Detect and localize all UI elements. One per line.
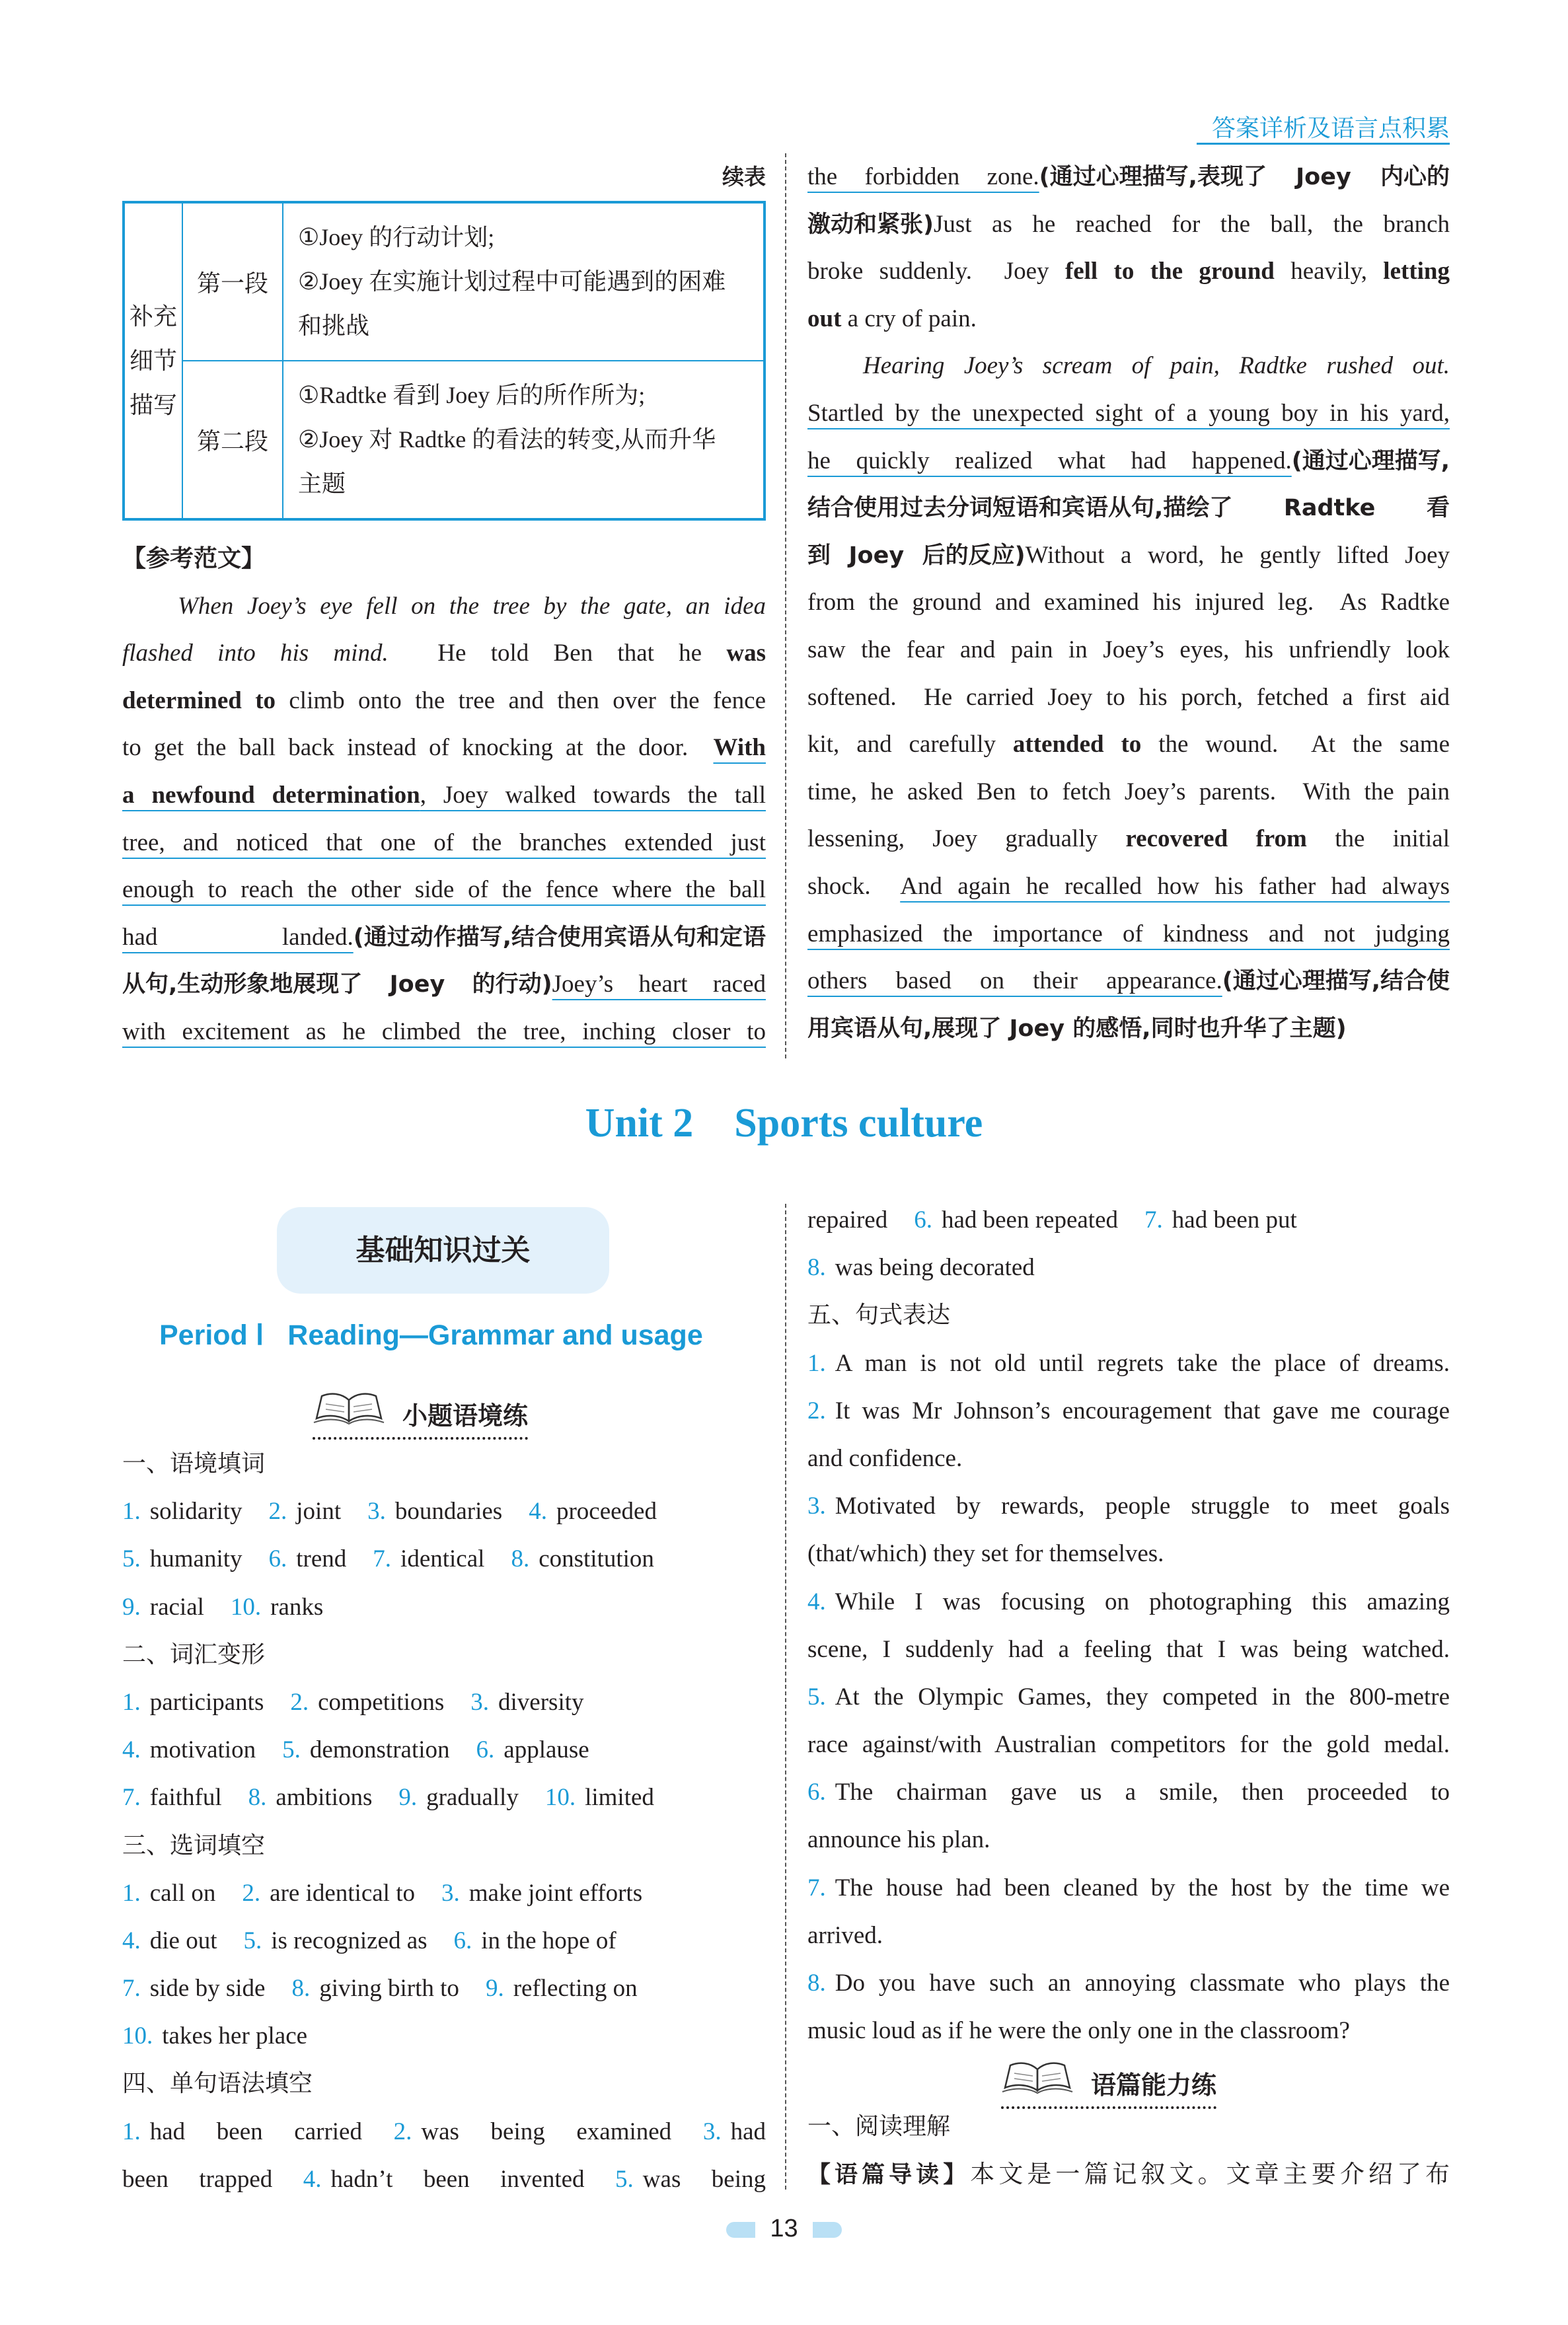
answer-text: The chairman gave us a smile, then proceeded to: [835, 1779, 1450, 1806]
section-heading: [807, 2103, 1450, 2151]
answer-text: constitution: [539, 1545, 654, 1573]
section-heading: [122, 1631, 766, 1679]
item-number: 1.: [122, 1879, 141, 1907]
answers-right: [807, 1197, 1454, 2198]
answer-text: While I was focusing on photographing this amazing: [835, 1588, 1450, 1615]
header-underline: [1197, 143, 1450, 145]
item-number: 7.: [373, 1545, 392, 1573]
item-number: 10.: [122, 2022, 153, 2050]
text-line: [122, 1679, 766, 1726]
answer-text: was being: [642, 2165, 766, 2193]
annotation-text: 【语篇导读】: [807, 2161, 971, 2188]
annotation-text: 到 Joey 后的反应): [807, 542, 1026, 569]
item-number: 6.: [453, 1927, 472, 1954]
text-segment: others based on their appearance.: [807, 967, 1222, 995]
item-number: 1.: [122, 1688, 141, 1716]
item-number: 3.: [702, 2118, 722, 2145]
text-line: [807, 721, 1450, 768]
item-number: 1.: [807, 1349, 826, 1377]
answer-text: boundaries: [394, 1498, 503, 1526]
row-header-line: 细节: [129, 347, 177, 374]
section-heading: [122, 2060, 766, 2108]
answer-text: takes her place: [162, 2022, 308, 2050]
answer-text: giving birth to: [319, 1975, 459, 2003]
answer-text: diversity: [498, 1688, 584, 1716]
text-segment: scene, I suddenly had a feeling that I was being watched.: [807, 1635, 1450, 1663]
item-number: 4.: [303, 2165, 322, 2193]
text-line: [807, 1864, 1450, 1912]
text-line: [807, 484, 1450, 532]
exercise-header-title: 小题语境练: [402, 1401, 529, 1430]
text-line: [807, 1960, 1450, 2007]
content-line: ①Radtke 看到 Joey 后的所作所为;: [298, 382, 646, 408]
running-header: 答案详析及语言点积累: [1211, 115, 1450, 142]
item-number: 7.: [122, 1975, 141, 2003]
section-heading: [807, 1292, 1450, 1339]
text-line: [122, 772, 766, 819]
unit-title: Unit 2 Sports culture: [585, 1101, 983, 1146]
answer-text: hadn’t been invented: [330, 2165, 585, 2193]
text-segment: and confidence.: [807, 1444, 963, 1472]
text-segment: softened. He carried Joey to his porch, fetched a first aid: [807, 683, 1450, 711]
item-number: 6.: [914, 1206, 932, 1234]
item-number: 2.: [290, 1688, 309, 1716]
answer-text: trend: [296, 1545, 347, 1573]
item-number: 9.: [122, 1593, 141, 1621]
answer-text: had: [730, 2118, 766, 2145]
text-segment: a newfound determination: [122, 781, 420, 809]
item-number: 2.: [393, 2118, 412, 2145]
text-segment: enough to reach the other side of the fence where the ball: [122, 876, 766, 904]
text-segment: been trapped: [122, 2165, 273, 2193]
text-segment: was: [726, 640, 766, 667]
answer-text: competitions: [318, 1688, 445, 1716]
text-line: [122, 1584, 766, 1631]
text-line: [122, 1488, 766, 1535]
answer-text: limited: [585, 1784, 654, 1812]
row-header-line: 描写: [129, 391, 177, 418]
item-number: 3.: [470, 1688, 490, 1716]
answer-text: The house had been cleaned by the host by the time we: [835, 1874, 1450, 1901]
item-number: 1.: [122, 2118, 141, 2145]
text-segment: had landed.: [122, 923, 354, 951]
page-pill-left: [726, 2222, 755, 2238]
text-line: [807, 1816, 1450, 1864]
answer-text: reflecting on: [513, 1975, 638, 2003]
answer-text: It was Mr Johnson’s encouragement that gave me courage: [835, 1397, 1450, 1424]
annotation-text: 【参考范文】: [122, 545, 266, 572]
text-segment: flashed into his mind.: [122, 640, 389, 667]
text-line: [807, 1912, 1450, 1960]
text-segment: climb onto the tree and then over the fence: [276, 686, 766, 714]
text-segment: 三、选词填空: [122, 1831, 266, 1859]
answer-text: make joint efforts: [468, 1879, 643, 1907]
annotation-text: 从句,生动形象地展现了 Joey 的行动): [122, 971, 552, 998]
item-number: 6.: [268, 1545, 287, 1573]
item-number: 3.: [807, 1493, 826, 1520]
text-segment: 二、词汇变形: [122, 1641, 266, 1668]
text-line: [807, 957, 1450, 1005]
answer-text: was being decorated: [835, 1254, 1035, 1282]
item-number: 5.: [122, 1545, 141, 1573]
text-segment: the wound. At the same: [1141, 731, 1450, 758]
answer-text: faithful: [149, 1784, 222, 1812]
text-line: [807, 910, 1450, 958]
paragraph-content: [283, 361, 765, 519]
text-line: [807, 2151, 1454, 2198]
content-line: 和挑战: [298, 313, 370, 339]
text-segment: saw the fear and pain in Joey’s eyes, his unfriendly look: [807, 636, 1450, 663]
text-segment: determined to: [122, 686, 276, 714]
item-number: 5.: [282, 1736, 301, 1764]
text-segment: He told Ben that he: [388, 640, 727, 667]
answer-text: demonstration: [309, 1736, 450, 1764]
text-line: [807, 1244, 1450, 1292]
text-line: [122, 1008, 766, 1056]
text-segment: kit, and carefully: [807, 731, 1013, 758]
text-line: [807, 815, 1450, 863]
item-number: 10.: [544, 1784, 576, 1812]
text-line: [807, 1483, 1450, 1530]
item-number: 4.: [807, 1588, 826, 1615]
item-number: 2.: [807, 1397, 826, 1424]
item-number: 9.: [485, 1975, 504, 2003]
text-segment: 本文是一篇记叙文。文章主要介绍了布: [970, 2159, 1454, 2188]
text-line: [122, 1917, 766, 1965]
text-line: [807, 579, 1450, 626]
text-line: [807, 1769, 1450, 1816]
paragraph-label: 第一段: [182, 202, 283, 361]
text-segment: time, he asked Ben to fetch Joey’s parents. With the pain: [807, 778, 1450, 805]
item-number: 3.: [367, 1498, 386, 1526]
row-header-cell: [124, 202, 182, 519]
answer-text: ranks: [270, 1593, 324, 1621]
text-segment: from the ground and examined his injured leg. As Radtke: [807, 589, 1450, 616]
text-line: [807, 1197, 1450, 1244]
answer-text: solidarity: [149, 1498, 243, 1526]
item-number: 10.: [230, 1593, 262, 1621]
item-number: 6.: [807, 1779, 826, 1806]
answer-text: motivation: [149, 1736, 256, 1764]
item-number: 7.: [1144, 1206, 1163, 1234]
answer-text: had been carried: [149, 2118, 362, 2145]
text-segment: out: [807, 305, 842, 332]
text-line: [807, 153, 1450, 201]
text-line: [122, 961, 766, 1008]
answer-text: humanity: [149, 1545, 243, 1573]
text-segment: lessening, Joey gradually: [807, 825, 1126, 853]
text-segment: music loud as if he were the only one in the classroom?: [807, 2017, 1350, 2045]
answer-text: Do you have such an annoying classmate who plays the: [835, 1970, 1450, 1997]
text-line: [807, 342, 1450, 390]
text-segment: With: [713, 734, 766, 762]
sample-essay-left: [122, 535, 766, 1056]
text-line: [122, 2108, 766, 2156]
text-line: [807, 1626, 1450, 1674]
text-line: [122, 724, 766, 772]
paragraph-content: [283, 202, 765, 361]
text-line: [807, 1005, 1450, 1052]
text-segment: 一、语境填词: [122, 1450, 266, 1477]
text-segment: (that/which) they set for themselves.: [807, 1540, 1164, 1568]
page-number-bar: [0, 2215, 1568, 2243]
text-line: [807, 1578, 1450, 1626]
annotation-text: 结合使用过去分词短语和宾语从句,描绘了 Radtke 看: [807, 495, 1450, 522]
item-number: 6.: [476, 1736, 495, 1764]
continued-label: 续表: [722, 164, 766, 190]
text-line: [122, 866, 766, 914]
item-number: 2.: [242, 1879, 261, 1907]
annotation-text: 激动和紧张): [807, 211, 934, 238]
text-segment: to get the ball back instead of knocking at the door.: [122, 734, 714, 762]
text-segment: race against/with Australian competitors for the gold medal.: [807, 1731, 1450, 1759]
text-segment: broke suddenly. Joey: [807, 258, 1065, 285]
item-number: 9.: [398, 1784, 418, 1812]
item-number: 5.: [615, 2165, 634, 2193]
open-book-icon: [313, 1391, 385, 1432]
item-number: 4.: [122, 1736, 141, 1764]
text-segment: And again he recalled how his father had always: [900, 872, 1450, 900]
page-number: 13: [770, 2215, 798, 2242]
answer-text: proceeded: [556, 1498, 657, 1526]
text-line: [122, 819, 766, 867]
text-line: [122, 1726, 766, 1774]
text-segment: emphasized the importance of kindness and not judging: [807, 920, 1450, 947]
table-row: [124, 202, 765, 361]
text-segment: shock.: [807, 872, 901, 900]
column-divider: [785, 1204, 786, 2190]
table-row: [124, 361, 765, 519]
section-heading: [122, 1440, 766, 1488]
text-line: [807, 532, 1450, 579]
text-segment: he quickly realized what had happened.: [807, 447, 1292, 474]
text-line: [122, 914, 766, 961]
text-segment: attended to: [1012, 731, 1142, 758]
text-line: [122, 1774, 766, 1822]
answers-left: [122, 1440, 766, 2203]
text-line: [807, 390, 1450, 437]
annotation-text: (通过心理描写,: [1291, 447, 1450, 474]
text-line: [807, 1674, 1450, 1721]
paragraph-label: 第二段: [182, 361, 283, 519]
period-title: Period Ⅰ Reading—Grammar and usage: [159, 1319, 703, 1351]
item-number: 4.: [122, 1927, 141, 1954]
item-number: 1.: [122, 1498, 141, 1526]
answer-text: participants: [149, 1688, 264, 1716]
text-segment: a cry of pain.: [841, 305, 977, 332]
exercise-header: [1001, 2060, 1216, 2109]
column-divider: [785, 153, 786, 1058]
answer-text: ambitions: [276, 1784, 373, 1812]
sample-essay-right: [807, 153, 1450, 1052]
answer-text: applause: [504, 1736, 589, 1764]
item-number: 7.: [122, 1784, 141, 1812]
answer-text: racial: [149, 1593, 204, 1621]
open-book-icon: [1001, 2060, 1074, 2101]
text-segment: Startled by the unexpected sight of a young boy in his yard,: [807, 399, 1450, 427]
answer-text: A man is not old until regrets take the place of dreams.: [835, 1349, 1450, 1377]
answer-text: die out: [149, 1927, 217, 1954]
answer-text: side by side: [149, 1975, 266, 2003]
answer-text: gradually: [426, 1784, 519, 1812]
detail-table: [122, 201, 766, 521]
text-line: [807, 201, 1450, 248]
answer-text: is recognized as: [271, 1927, 428, 1954]
answer-text: are identical to: [270, 1879, 415, 1907]
answer-text: in the hope of: [481, 1927, 616, 1954]
answer-text: was being examined: [421, 2118, 672, 2145]
section-heading: [122, 535, 766, 583]
text-line: [807, 863, 1450, 910]
text-line: [122, 2156, 766, 2203]
text-segment: , Joey walked towards the tall: [420, 781, 766, 809]
text-line: [122, 677, 766, 725]
text-line: [122, 1535, 766, 1583]
item-number: 7.: [807, 1874, 826, 1901]
answer-text: had been repeated: [941, 1206, 1119, 1234]
item-number: 5.: [243, 1927, 262, 1954]
content-line: ②Joey 在实施计划过程中可能遇到的困难: [298, 268, 726, 295]
text-segment: with excitement as he climbed the tree, inching closer to: [122, 1017, 766, 1045]
content-line: 主题: [298, 470, 346, 497]
text-line: [807, 1435, 1450, 1483]
text-line: [122, 1870, 766, 1917]
item-number: 8.: [511, 1545, 530, 1573]
text-segment: Without a word, he gently lifted Joey: [1025, 541, 1450, 569]
exercise-header-title: 语篇能力练: [1091, 2071, 1217, 2100]
item-number: 8.: [291, 1975, 311, 2003]
item-number: 5.: [807, 1683, 826, 1711]
answer-text: Motivated by rewards, people struggle to meet goals: [835, 1493, 1450, 1520]
section-heading: [122, 1822, 766, 1870]
text-segment: announce his plan.: [807, 1826, 990, 1854]
page-pill-right: [813, 2222, 842, 2238]
text-line: [807, 437, 1450, 485]
item-number: 8.: [248, 1784, 267, 1812]
text-line: [807, 768, 1450, 816]
text-line: [122, 2012, 766, 2060]
text-segment: recovered from: [1125, 825, 1307, 853]
text-line: [807, 295, 1450, 343]
text-line: [807, 674, 1450, 721]
text-segment: the forbidden zone.: [807, 163, 1039, 190]
item-number: 3.: [441, 1879, 460, 1907]
annotation-text: 用宾语从句,展现了 Joey 的感悟,同时也升华了主题): [807, 1015, 1347, 1042]
text-segment: letting: [1383, 258, 1450, 285]
text-line: [807, 2007, 1450, 2055]
text-segment: Just as he reached for the ball, the branch: [934, 210, 1450, 238]
answer-text: joint: [296, 1498, 342, 1526]
text-segment: fell to the ground: [1064, 258, 1275, 285]
text-line: [807, 1530, 1450, 1578]
exercise-header: [313, 1391, 528, 1440]
text-segment: When Joey’s eye fell on the tree by the gate, an idea: [178, 592, 766, 620]
text-segment: arrived.: [807, 1921, 883, 1949]
row-header-line: 补充: [129, 303, 177, 330]
text-segment: Joey’s heart raced: [552, 971, 766, 998]
annotation-text: (通过动作描写,结合使用宾语从句和定语: [353, 924, 766, 951]
text-line: [807, 1340, 1450, 1387]
item-number: 8.: [807, 1254, 826, 1282]
text-segment: Hearing Joey’s scream of pain, Radtke rushed out.: [863, 352, 1450, 380]
answer-text: identical: [400, 1545, 485, 1573]
text-line: [807, 626, 1450, 674]
text-line: [122, 583, 766, 630]
text-segment: the initial: [1306, 825, 1450, 853]
section-box-title: 基础知识过关: [277, 1207, 609, 1294]
text-line: [807, 1387, 1450, 1435]
text-segment: 四、单句语法填空: [122, 2070, 313, 2098]
text-segment: repaired: [807, 1206, 888, 1234]
content-line: ①Joey 的行动计划;: [298, 224, 495, 250]
item-number: 8.: [807, 1970, 826, 1997]
annotation-text: (通过心理描写,表现了 Joey 内心的: [1039, 164, 1450, 190]
answer-text: call on: [149, 1879, 216, 1907]
text-line: [807, 1721, 1450, 1769]
text-segment: 一、阅读理解: [807, 2112, 951, 2140]
item-number: 4.: [529, 1498, 547, 1526]
answer-text: At the Olympic Games, they competed in the 800-metre: [835, 1683, 1450, 1711]
text-line: [122, 1965, 766, 2012]
text-segment: 五、句式表达: [807, 1302, 951, 1329]
text-segment: tree, and noticed that one of the branches extended just: [122, 829, 766, 856]
text-line: [122, 630, 766, 677]
item-number: 2.: [268, 1498, 287, 1526]
answer-text: had been put: [1172, 1206, 1297, 1234]
text-line: [807, 248, 1450, 295]
text-segment: heavily,: [1274, 258, 1384, 285]
content-line: ②Joey 对 Radtke 的看法的转变,从而升华: [298, 426, 716, 453]
annotation-text: (通过心理描写,结合使: [1222, 968, 1450, 995]
